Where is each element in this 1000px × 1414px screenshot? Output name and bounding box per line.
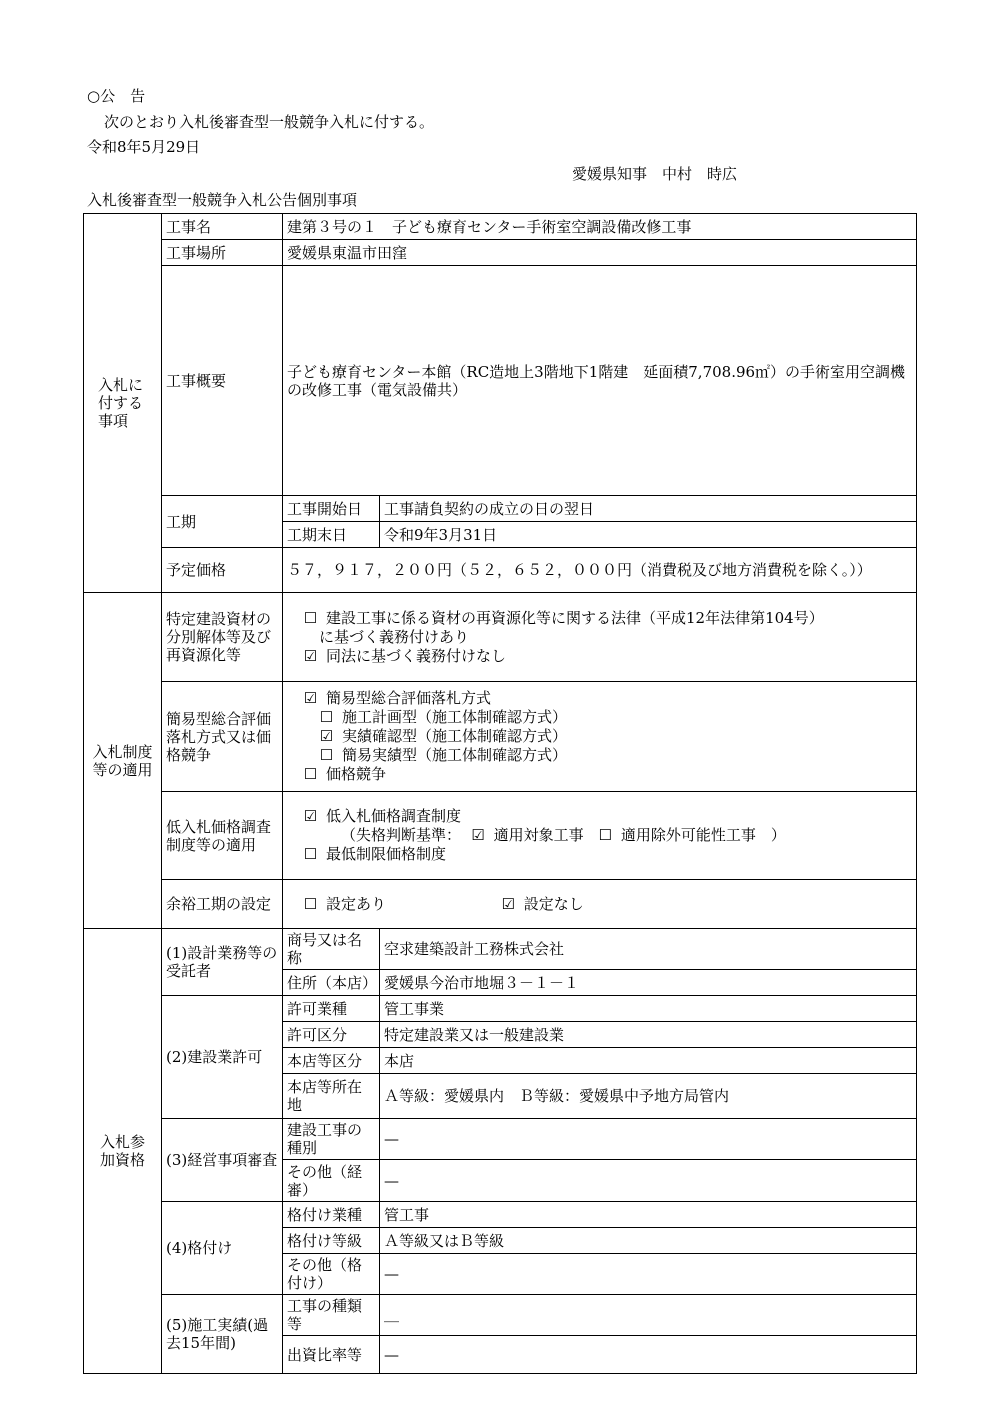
checkbox-checked-icon: ☑ bbox=[303, 689, 318, 707]
checkbox-unchecked-icon: ☐ bbox=[303, 845, 318, 863]
table-row bbox=[84, 682, 917, 792]
checkbox-unchecked-icon: ☐ bbox=[319, 746, 334, 764]
record-ratio-label: 出資比率等 bbox=[283, 1336, 380, 1374]
company-value: 空求建築設計工務株式会社 bbox=[380, 929, 917, 970]
checkbox-checked-icon: ☑ bbox=[303, 807, 318, 825]
address-value: 愛媛県今治市地堀３－１－１ bbox=[380, 970, 917, 996]
start-label: 工事開始日 bbox=[283, 496, 380, 522]
notice-intro: 次のとおり入札後審査型一般競争入札に付する。 bbox=[104, 113, 435, 131]
office-loc-label: 本店等所在地 bbox=[283, 1074, 380, 1119]
eval-sub-1: ☐ 施工計画型（施工体制確認方式） bbox=[319, 708, 568, 726]
table-title: 入札後審査型一般競争入札公告個別事項 bbox=[87, 191, 358, 209]
rating-other-label: その他（格付け） bbox=[283, 1254, 380, 1295]
table-row bbox=[84, 593, 917, 682]
table-row bbox=[84, 496, 917, 522]
record-kind-label: 工事の種類等 bbox=[283, 1295, 380, 1336]
recycle-options bbox=[283, 593, 917, 682]
table-row bbox=[84, 1295, 917, 1336]
checkbox-checked-icon: ☑ bbox=[501, 894, 516, 913]
eval-label: 簡易型総合評価落札方式又は価格競争 bbox=[162, 682, 283, 792]
rating-other-value: — bbox=[380, 1254, 917, 1295]
table-row bbox=[84, 548, 917, 593]
review-other-label: その他（経審） bbox=[283, 1160, 380, 1202]
checkbox-unchecked-icon: ☐ bbox=[303, 608, 318, 627]
review-kind-value: — bbox=[380, 1119, 917, 1160]
checkbox-checked-icon: ☑ bbox=[471, 826, 485, 844]
table-row bbox=[84, 929, 917, 970]
record-kind-value: ＿ bbox=[380, 1295, 917, 1336]
low-label: 低入札価格調査制度等の適用 bbox=[162, 792, 283, 880]
rating-label: (4)格付け bbox=[162, 1202, 283, 1295]
notice-date: 令和8年5月29日 bbox=[87, 138, 201, 156]
review-kind-label: 建設工事の種別 bbox=[283, 1119, 380, 1160]
checkbox-checked-icon: ☑ bbox=[303, 646, 318, 665]
section-system: 入札制度等の適用 bbox=[84, 593, 162, 929]
checkbox-unchecked-icon: ☐ bbox=[303, 894, 318, 913]
margin-label: 余裕工期の設定 bbox=[162, 880, 283, 929]
project-name: 建第３号の１ 子ども療育センター手術室空調設備改修工事 bbox=[283, 214, 917, 240]
start-value: 工事請負契約の成立の日の翌日 bbox=[380, 496, 917, 522]
address-label: 住所（本店） bbox=[283, 970, 380, 996]
name-label: 工事名 bbox=[162, 214, 283, 240]
margin-yes: ☐ 設定あり bbox=[303, 894, 387, 913]
section-bid-items: 入札に付する事項 bbox=[84, 214, 162, 593]
recycle-option-2: ☑ 同法に基づく義務付けなし bbox=[303, 646, 507, 665]
eval-sub-2: ☑ 実績確認型（施工体制確認方式） bbox=[319, 727, 568, 745]
margin-options bbox=[283, 880, 917, 929]
review-label: (3)経営事項審査 bbox=[162, 1119, 283, 1202]
table-row bbox=[84, 266, 917, 496]
notice-issuer: 愛媛県知事 中村 時広 bbox=[572, 165, 738, 183]
end-label: 工期末日 bbox=[283, 522, 380, 548]
project-summary: 子ども療育センター本館（RC造地上3階地下1階建 延面積7,708.96㎡）の手術室用空調機の改修工事（電気設備共） bbox=[283, 266, 917, 496]
place-label: 工事場所 bbox=[162, 240, 283, 266]
margin-no: ☑ 設定なし bbox=[501, 894, 584, 913]
rating-type-label: 格付け業種 bbox=[283, 1202, 380, 1228]
price-label: 予定価格 bbox=[162, 548, 283, 593]
rating-grade-label: 格付け等級 bbox=[283, 1228, 380, 1254]
table-row bbox=[84, 792, 917, 880]
checkbox-unchecked-icon: ☐ bbox=[319, 708, 334, 726]
notice-table bbox=[83, 213, 917, 1374]
recycle-option-1-cont: に基づく義務付けあり bbox=[319, 627, 470, 646]
license-type-label: 許可業種 bbox=[283, 996, 380, 1022]
price-value: ５７，９１７，２００円（５２，６５２，０００円（消費税及び地方消費税を除く。）） bbox=[283, 548, 917, 593]
rating-grade-value: Ａ等級又はＢ等級 bbox=[380, 1228, 917, 1254]
checkbox-unchecked-icon: ☐ bbox=[598, 826, 613, 844]
office-class-label: 本店等区分 bbox=[283, 1048, 380, 1074]
summary-label: 工事概要 bbox=[162, 266, 283, 496]
end-value: 令和9年3月31日 bbox=[380, 522, 917, 548]
project-place: 愛媛県東温市田窪 bbox=[283, 240, 917, 266]
eval-main: ☑ 簡易型総合評価落札方式 bbox=[303, 689, 492, 707]
low-options bbox=[283, 792, 917, 880]
license-type-value: 管工事業 bbox=[380, 996, 917, 1022]
section-qualification: 入札参加資格 bbox=[84, 929, 162, 1374]
recycle-option-1: ☐ 建設工事に係る資材の再資源化等に関する法律（平成12年法律第104号） bbox=[303, 608, 824, 627]
table-row bbox=[84, 996, 917, 1022]
license-class-value: 特定建設業又は一般建設業 bbox=[380, 1022, 917, 1048]
eval-price: ☐ 価格競争 bbox=[303, 765, 387, 783]
design-label: (1)設計業務等の受託者 bbox=[162, 929, 283, 996]
low-criteria: （失格判断基準： ☑ 適用対象工事 ☐ 適用除外可能性工事 ） bbox=[341, 826, 786, 844]
low-main: ☑ 低入札価格調査制度 bbox=[303, 807, 462, 825]
table-row bbox=[84, 214, 917, 240]
eval-sub-3: ☐ 簡易実績型（施工体制確認方式） bbox=[319, 746, 568, 764]
review-other-value: — bbox=[380, 1160, 917, 1202]
record-label: (5)施工実績(過去15年間) bbox=[162, 1295, 283, 1374]
notice-heading: ○公 告 bbox=[87, 87, 146, 105]
record-ratio-value: — bbox=[380, 1336, 917, 1374]
table-row bbox=[84, 1202, 917, 1228]
company-label: 商号又は名称 bbox=[283, 929, 380, 970]
table-row bbox=[84, 880, 917, 929]
low-min: ☐ 最低制限価格制度 bbox=[303, 845, 447, 863]
license-class-label: 許可区分 bbox=[283, 1022, 380, 1048]
recycle-label: 特定建設資材の分別解体等及び再資源化等 bbox=[162, 593, 283, 682]
table-row bbox=[84, 240, 917, 266]
period-label: 工期 bbox=[162, 496, 283, 548]
license-label: (2)建設業許可 bbox=[162, 996, 283, 1119]
table-row bbox=[84, 1119, 917, 1160]
checkbox-checked-icon: ☑ bbox=[319, 727, 334, 745]
eval-options bbox=[283, 682, 917, 792]
office-loc-value: Ａ等級：愛媛県内 Ｂ等級：愛媛県中予地方局管内 bbox=[380, 1074, 917, 1119]
checkbox-unchecked-icon: ☐ bbox=[303, 765, 318, 783]
office-class-value: 本店 bbox=[380, 1048, 917, 1074]
rating-type-value: 管工事 bbox=[380, 1202, 917, 1228]
